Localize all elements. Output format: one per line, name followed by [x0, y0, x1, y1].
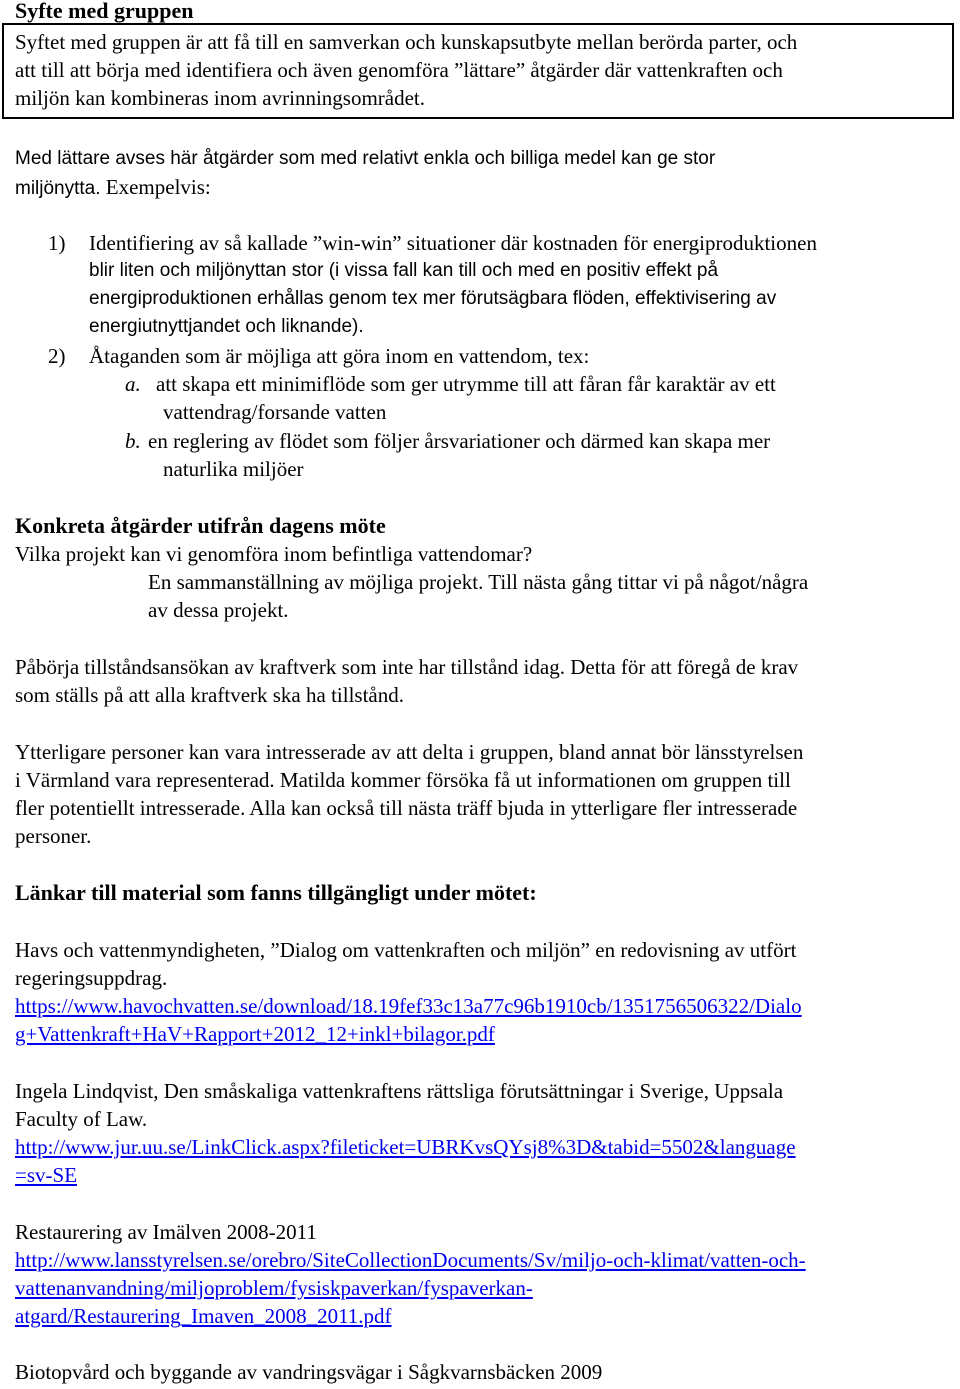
- tillstand-line-1: Påbörja tillståndsansökan av kraftverk som inte har tillstånd idag. Detta för att föregå de krav: [15, 655, 799, 679]
- ref3-url-line-1[interactable]: http://www.lansstyrelsen.se/orebro/SiteCollectionDocuments/Sv/miljo-och-klimat/vatten-och-: [15, 1248, 806, 1272]
- ref3-title: Restaurering av Imälven 2008-2011: [15, 1220, 317, 1244]
- purpose-line-3: miljön kan kombineras inom avrinningsområdet.: [15, 86, 426, 110]
- sublist-a-line-1: att skapa ett minimiflöde som ger utrymme till att fåran får karaktär av ett: [156, 372, 776, 396]
- ref2-url-line-2[interactable]: =sv-SE: [15, 1163, 78, 1187]
- ref2-line-1: Ingela Lindqvist, Den småskaliga vattenkraftens rättsliga förutsättningar i Sverige, Uppsala: [15, 1079, 784, 1103]
- personer-line-2: i Värmland vara representerad. Matilda kommer försöka få ut informationen om gruppen till: [15, 768, 791, 792]
- purpose-line-2: att till att börja med identifiera och även genomföra ”lättare” åtgärder där vattenkraften och: [15, 58, 783, 82]
- intro-line-2-sans: miljönytta.: [15, 178, 101, 199]
- sublist-a-line-2: vattendrag/forsande vatten: [163, 400, 387, 424]
- sublist-b-line-2: naturlika miljöer: [163, 457, 304, 481]
- tillstand-line-2: som ställs på att alla kraftverk ska ha tillstånd.: [15, 683, 404, 707]
- list-number-2: 2): [48, 344, 66, 368]
- ref4-title: Biotopvård och byggande av vandringsvägar i Sågkvarnsbäcken 2009: [15, 1360, 603, 1384]
- konkreta-question: Vilka projekt kan vi genomföra inom befintliga vattendomar?: [15, 542, 533, 566]
- list-item-1-line-2: blir liten och miljönyttan stor (i vissa fall kan till och med en positiv effekt på: [89, 260, 719, 281]
- sublist-b-line-1: en reglering av flödet som följer årsvariationer och därmed kan skapa mer: [148, 429, 771, 453]
- ref1-line-1: Havs och vattenmyndigheten, ”Dialog om vattenkraften och miljön” en redovisning av utfört: [15, 938, 797, 962]
- list-item-2: Åtaganden som är möjliga att göra inom en vattendom, tex:: [89, 344, 590, 368]
- list-item-1-line-4: energiutnyttjandet och liknande).: [89, 316, 364, 337]
- section-heading-konkreta: Konkreta åtgärder utifrån dagens möte: [15, 513, 386, 538]
- ref1-url-line-2[interactable]: g+Vattenkraft+HaV+Rapport+2012_12+inkl+bilagor.pdf: [15, 1022, 495, 1046]
- konkreta-answer-line-1: En sammanställning av möjliga projekt. Till nästa gång tittar vi på något/några: [148, 570, 809, 594]
- ref2-line-2: Faculty of Law.: [15, 1107, 148, 1131]
- list-item-1-line-3: energiproduktionen erhållas genom tex mer förutsägbara flöden, effektivisering av: [89, 288, 777, 309]
- ref1-url-line-1[interactable]: https://www.havochvatten.se/download/18.19fef33c13a77c96b1910cb/1351756506322/Dialo: [15, 994, 802, 1018]
- personer-line-3: fler potentiellt intresserade. Alla kan också till nästa träff bjuda in ytterligare fler intresserade: [15, 796, 798, 820]
- ref3-url-line-2[interactable]: vattenanvandning/miljoproblem/fysiskpaverkan/fyspaverkan-: [15, 1276, 533, 1300]
- ref2-url-line-1[interactable]: http://www.jur.uu.se/LinkClick.aspx?fileticket=UBRKvsQYsj8%3D&tabid=5502&language: [15, 1135, 796, 1159]
- ref3-url-line-3[interactable]: atgard/Restaurering_Imaven_2008_2011.pdf: [15, 1304, 392, 1328]
- sublist-letter-b: b.: [125, 429, 141, 453]
- list-number-1: 1): [48, 231, 66, 255]
- list-item-1-line-1: Identifiering av så kallade ”win-win” situationer där kostnaden för energiproduktionen: [89, 231, 817, 255]
- personer-line-1: Ytterligare personer kan vara intresserade av att delta i gruppen, bland annat bör länsstyrelsen: [15, 740, 804, 764]
- purpose-line-1: Syftet med gruppen är att få till en samverkan och kunskapsutbyte mellan berörda parter, och: [15, 30, 798, 54]
- personer-line-4: personer.: [15, 824, 92, 848]
- intro-line-1: Med lättare avses här åtgärder som med relativt enkla och billiga medel kan ge stor: [15, 148, 716, 169]
- ref1-line-2: regeringsuppdrag.: [15, 966, 168, 990]
- intro-line-2-serif: Exempelvis:: [100, 175, 211, 199]
- section-heading-syfte: Syfte med gruppen: [15, 0, 194, 23]
- intro-line-2: [15, 173, 211, 203]
- sublist-letter-a: a.: [125, 372, 141, 396]
- konkreta-answer-line-2: av dessa projekt.: [148, 598, 289, 622]
- section-heading-links: Länkar till material som fanns tillgängligt under mötet:: [15, 880, 537, 905]
